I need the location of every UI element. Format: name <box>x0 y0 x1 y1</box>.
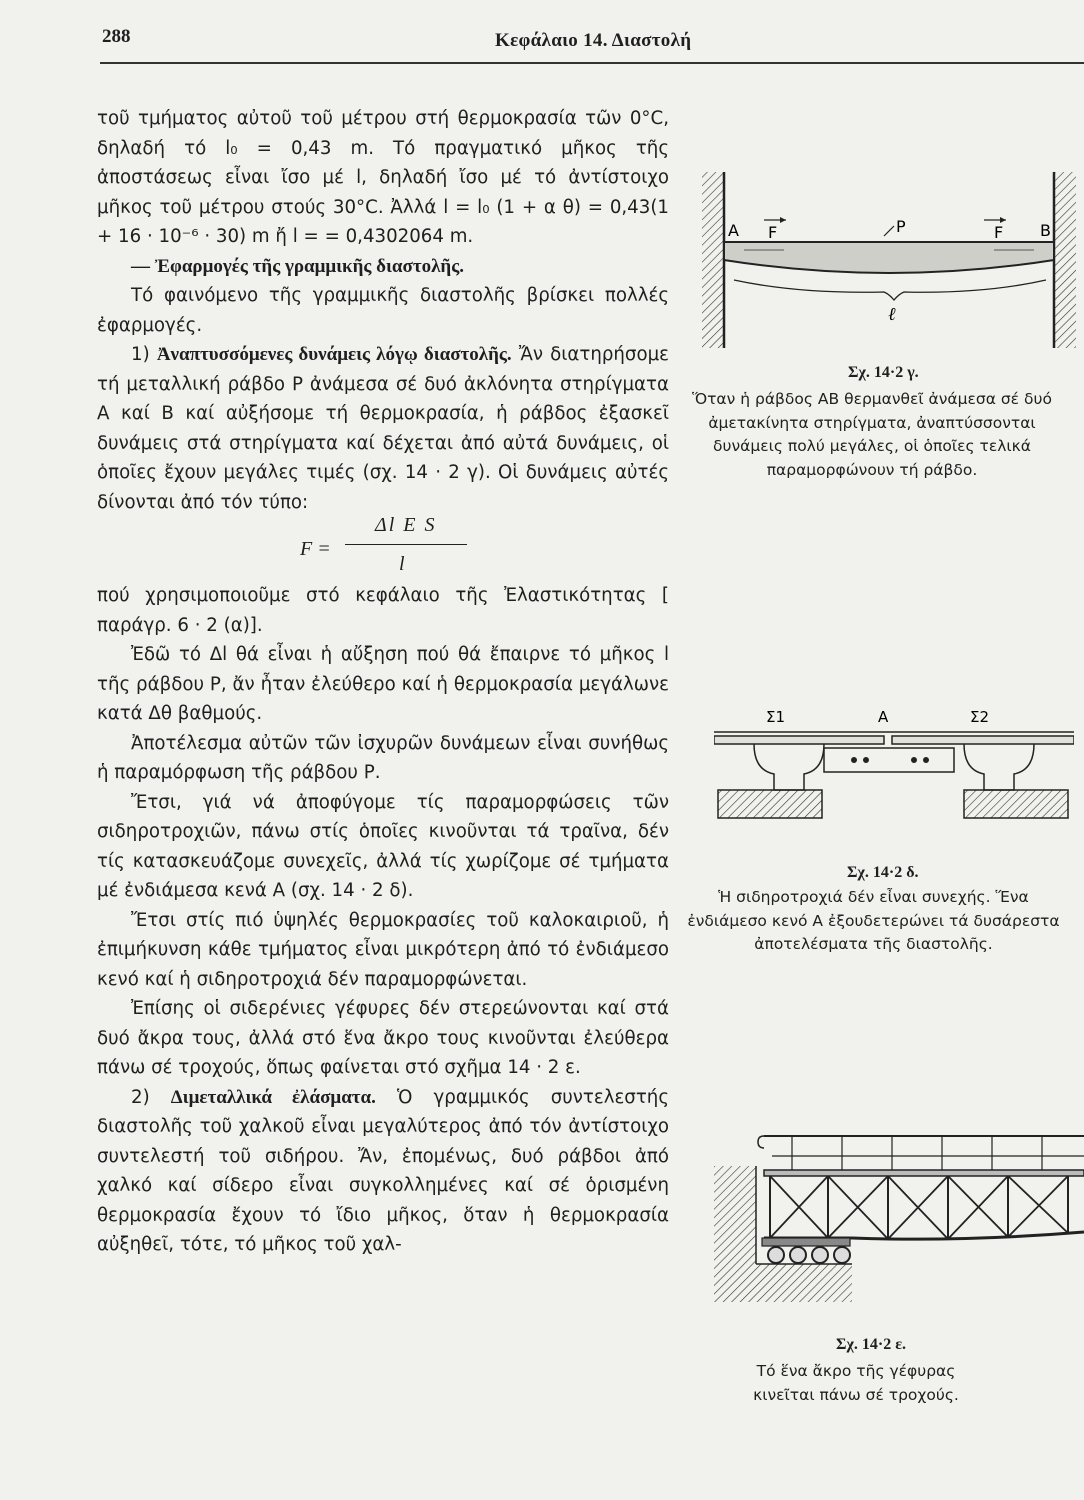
paragraph: Ἐδῶ τό Δl θά εἶναι ἡ αὔξηση πού θά ἔπαιρνε τό μῆκος l τῆς ράβδου Ρ, ἄν ἦταν ἐλεύθερο καί ἡ θερμοκρασία μεγάλωνε κατά Δθ βαθμούς. <box>97 644 669 724</box>
formula-denominator: l <box>399 553 405 575</box>
figure-rail-gap <box>714 704 1074 828</box>
figure-e-caption: Τό ἕνα ἄκρο τῆς γέφυρας κινεῖται πάνω σέ τροχούς. <box>753 1362 959 1404</box>
subsection-number: 2) <box>131 1086 150 1108</box>
left-support-wall <box>702 172 724 348</box>
rail-segment-left <box>714 736 884 744</box>
force-formula <box>97 514 669 581</box>
bolt <box>863 757 869 763</box>
joint-fishplate <box>824 748 954 772</box>
roller <box>834 1247 850 1263</box>
figure-rod-between-supports <box>694 168 1084 352</box>
bolt <box>851 757 857 763</box>
subsection-title: Ἀναπτυσσόμενες δυνάμεις λόγῳ διαστολῆς. <box>156 344 512 365</box>
subsection-number: 1) <box>131 344 150 365</box>
rail-chair-left <box>754 744 824 790</box>
label-sigma-1: Σ1 <box>766 708 786 726</box>
bent-rod <box>724 242 1054 273</box>
deck-top-chord <box>764 1170 1084 1176</box>
bolt <box>911 757 917 763</box>
label-b: B <box>1040 221 1051 240</box>
label-length: ℓ <box>888 304 896 325</box>
running-title: Κεφάλαιο 14. Διαστολή <box>495 30 692 51</box>
paragraph: Ὁ γραμμικός συντελεστής διαστολῆς τοῦ χαλκοῦ εἶναι μεγαλύτερος ἀπό τόν ἀντίστοιχο συντελεστή τοῦ σιδήρου. Ἄν, ἐπομένως, δυό ράβδοι ἀπό χαλκό καί σίδερο εἶναι συγκολλημένες καί σέ ὁρισμένη θερμοκρασία ἔχουν τό ἴδιο μῆκος, ὅταν ἡ θερμοκρασία αὐξηθεῖ, τότε, τό μῆκος τοῦ χαλ- <box>97 1086 669 1255</box>
bolt <box>923 757 929 763</box>
label-f-right: F <box>994 223 1004 242</box>
roller <box>768 1247 784 1263</box>
sleeper-left <box>718 790 822 818</box>
subsection-title: Διμεταλλικά ἐλάσματα. <box>170 1086 376 1108</box>
paragraph: Ἔτσι στίς πιό ὑψηλές θερμοκρασίες τοῦ καλοκαιριοῦ, ἡ ἐπιμήκυνση κάθε τμήματος εἶναι μικρότερη ἀπό τό ἐνδιάμεσο κενό καί ἡ σιδηροτροχιά δέν παραμορφώνεται. <box>97 909 669 990</box>
paragraph: Ἔτσι, γιά νά ἀποφύγομε τίς παραμορφώσεις τῶν σιδηροτροχιῶν, πάνω στίς ὁποῖες κινοῦνται τά τραῖνα, δέν τίς κατασκευάζομε συνεχεῖς, ἀλλά τίς χωρίζομε σέ τμήματα μέ ἐνδιάμεσα κενά Α (σχ. 14 · 2 δ). <box>97 791 669 901</box>
truss-diagonals <box>888 1176 948 1239</box>
figure-c-caption: Ὅταν ἡ ράβδος ΑΒ θερμανθεῖ ἀνάμεσα σέ δυό ἀμετακίνητα στηρίγματα, ἀναπτύσσονται δυνάμεις πολύ μεγάλες, οἱ ὁποῖες τελικά παραμορφώνουν τή ράβδο. <box>692 390 1052 479</box>
roller <box>812 1247 828 1263</box>
paragraph: Ἀποτέλεσμα αὐτῶν τῶν ἰσχυρῶν δυνάμεων εἶναι συνήθως ἡ παραμόρφωση τῆς ράβδου Ρ. <box>97 732 669 783</box>
figure-c-title: Σχ. 14·2 γ. <box>848 364 919 381</box>
formula-numerator: Δl E S <box>375 514 437 536</box>
rail-segment-right <box>892 736 1074 744</box>
figure-e-title: Σχ. 14·2 ε. <box>836 1336 907 1353</box>
sleeper-right <box>964 790 1068 818</box>
applications-heading: — Ἐφαρμογές τῆς γραμμικῆς διαστολῆς. <box>131 255 464 277</box>
truss-diagonals <box>770 1176 828 1238</box>
truss-diagonals <box>948 1176 1008 1239</box>
figure-bridge-on-rollers <box>712 1126 1084 1304</box>
subsection-2 <box>97 1083 669 1260</box>
label-sigma-2: Σ2 <box>970 708 990 726</box>
subsection-1 <box>97 340 669 517</box>
figure-d-title: Σχ. 14·2 δ. <box>847 864 919 881</box>
right-support-wall <box>1054 172 1076 348</box>
header-rule <box>100 62 1084 64</box>
page-number: 288 <box>102 26 131 47</box>
section-heading <box>97 252 669 282</box>
abutment <box>714 1166 756 1302</box>
paragraph: Ἐπίσης οἱ σιδερένιες γέφυρες δέν στερεώνονται καί στά δυό ἄκρα τους, ἀλλά στό ἕνα ἄκρο τους κινοῦνται ἐλεύθερα πάνω σέ τροχούς, ὅπως φαίνεται στό σχῆμα 14 · 2 ε. <box>97 998 669 1078</box>
truss-diagonals <box>1008 1176 1068 1237</box>
label-p-pointer <box>884 226 894 236</box>
main-text-column <box>97 104 669 1260</box>
fraction-bar <box>345 544 467 545</box>
label-p: P <box>896 217 906 236</box>
rail-chair-right <box>964 744 1034 790</box>
force-arrowhead-left <box>780 217 786 223</box>
railing-end <box>758 1136 764 1148</box>
label-a: A <box>878 708 889 726</box>
paragraph: τοῦ τμήματος αὐτοῦ τοῦ μέτρου στή θερμοκρασία τῶν 0°C, δηλαδή τό l₀ = 0,43 m. Τό πραγματικό μῆκος τῆς ἀποστάσεως εἶναι ἴσο μέ l, δηλαδή ἴσο μέ τό ἀντίστοιχο μῆκος τοῦ μέτρου στούς 30°C. Ἀλλά l = l₀ (1 + α θ) = 0,43(1 + 16 · 10⁻⁶ · 30) m ἤ l = = 0,4302064 m. <box>97 108 669 247</box>
paragraph: Ἄν διατηρήσομε τή μεταλλική ράβδο Ρ ἀνάμεσα σέ δυό ἀκλόνητα στηρίγματα Α καί Β καί αὐξήσομε τή θερμοκρασία, ἡ ράβδος ἐξασκεῖ δυνάμεις στά στηρίγματα καί δέχεται ἀπό αὐτά δυνάμεις, οἱ ὁποῖες ἔχουν μεγάλες τιμές (σχ. 14 · 2 γ). Οἱ δυνάμεις αὐτές δίνονται ἀπό τόν τύπο: <box>97 344 669 513</box>
paragraph: Τό φαινόμενο τῆς γραμμικῆς διαστολῆς βρίσκει πολλές ἐφαρμογές. <box>97 285 669 336</box>
label-a: A <box>728 221 739 240</box>
label-f-left: F <box>768 223 778 242</box>
truss-diagonals <box>828 1176 888 1239</box>
bearing-plate <box>762 1238 850 1246</box>
formula-lhs: F = <box>300 538 331 560</box>
abutment-ledge <box>756 1264 852 1302</box>
paragraph: πού χρησιμοποιοῦμε στό κεφάλαιο τῆς Ἐλαστικότητας [ παράγρ. 6 · 2 (α)]. <box>97 585 669 636</box>
length-brace <box>734 280 1046 300</box>
figure-d-caption: Ἡ σιδηροτροχιά δέν εἶναι συνεχής. Ἕνα ἐνδιάμεσο κενό Α ἐξουδετερώνει τά δυσάρεστα ἀποτελέσματα τῆς διαστολῆς. <box>687 888 1060 953</box>
roller <box>790 1247 806 1263</box>
